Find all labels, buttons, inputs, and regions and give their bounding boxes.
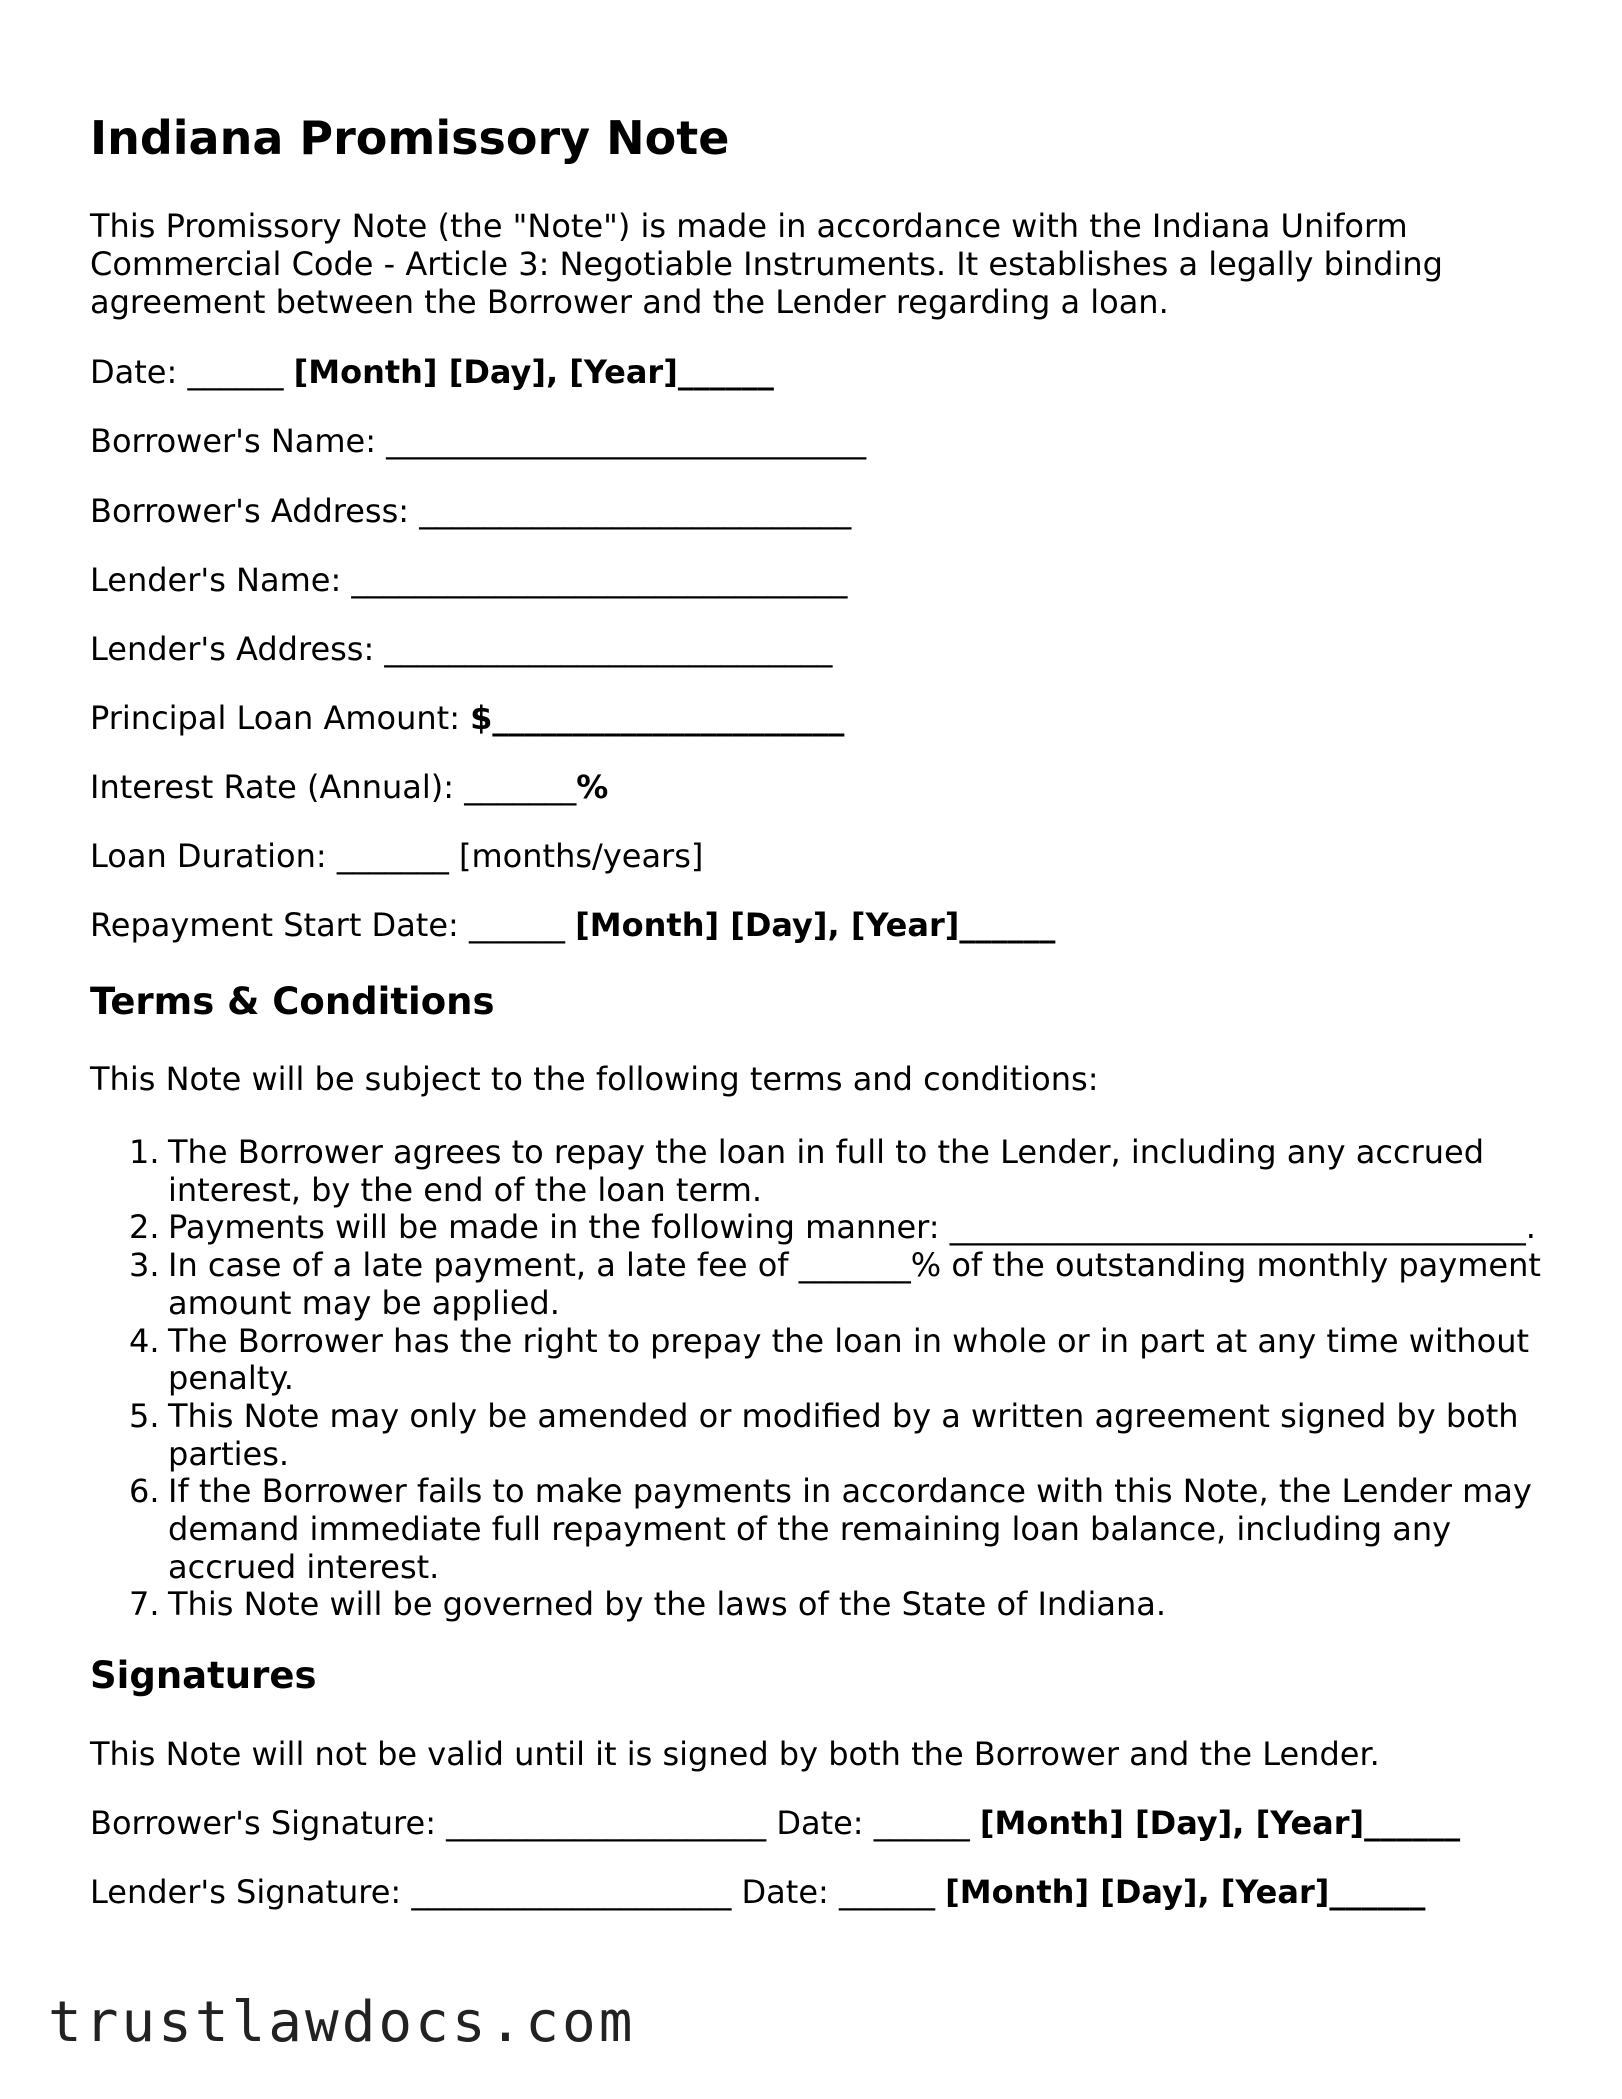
lender-name-field — [90, 560, 847, 600]
interest-rate-field — [90, 767, 608, 807]
repayment-start-label: Repayment Start Date: ______ — [90, 906, 576, 944]
borrower-signature-date-value: [Month] [Day], [Year]______ — [979, 1804, 1461, 1842]
list-item — [90, 1473, 1560, 1586]
list-item-line: parties. — [168, 1434, 290, 1473]
list-item-line: demand immediate full repayment of the remaining loan balance, including any — [168, 1510, 1452, 1549]
signatures-intro: This Note will not be valid until it is signed by both the Borrower and the Lender. — [90, 1735, 1380, 1773]
list-item-line: Payments will be made in the following manner: ____________________________________. — [168, 1208, 1536, 1247]
list-item-line: In case of a late payment, a late fee of _______% of the outstanding monthly payment — [168, 1246, 1541, 1285]
list-item — [90, 1323, 1560, 1398]
interest-rate-percent: % — [576, 768, 609, 806]
repayment-start-field — [90, 905, 1055, 945]
list-item-line: The Borrower agrees to repay the loan in full to the Lender, including any accrued — [168, 1133, 1485, 1171]
intro-line: agreement between the Borrower and the Lender regarding a loan. — [90, 283, 1169, 321]
list-item-line: interest, by the end of the loan term. — [168, 1170, 763, 1209]
lender-address-field — [90, 629, 832, 669]
principal-amount-field — [90, 698, 844, 738]
borrower-address-label: Borrower's Address: ___________________________ — [90, 492, 852, 530]
watermark: trustlawdocs.com — [48, 1990, 636, 2055]
list-item-line: If the Borrower fails to make payments in accordance with this Note, the Lender may — [168, 1472, 1532, 1511]
lender-name-label: Lender's Name: _______________________________ — [90, 561, 848, 599]
list-item-number: 2. — [129, 1208, 160, 1247]
intro-line: Commercial Code - Article 3: Negotiable Instruments. It establishes a legally binding — [90, 245, 1443, 283]
list-item — [90, 1398, 1560, 1473]
borrower-signature-field — [90, 1803, 1460, 1843]
intro-line: This Promissory Note (the "Note") is made in accordance with the Indiana Uniform — [90, 207, 1408, 245]
lender-address-label: Lender's Address: ____________________________ — [90, 630, 833, 668]
list-item-line: This Note will be governed by the laws of the State of Indiana. — [168, 1585, 1167, 1624]
list-item-line: amount may be applied. — [168, 1283, 560, 1322]
list-item — [90, 1209, 1560, 1247]
list-item-line: accrued interest. — [168, 1547, 440, 1586]
loan-duration-label: Loan Duration: _______ [months/years] — [90, 837, 704, 875]
repayment-start-value: [Month] [Day], [Year]______ — [575, 906, 1056, 944]
list-item — [90, 1586, 1560, 1624]
terms-heading: Terms & Conditions — [90, 980, 495, 1023]
borrower-address-field — [90, 491, 851, 531]
list-item-line: This Note may only be amended or modified by a written agreement signed by both — [168, 1396, 1519, 1435]
interest-rate-label: Interest Rate (Annual): _______ — [90, 768, 577, 806]
list-item-line: penalty. — [168, 1359, 294, 1398]
list-item-number: 3. — [129, 1246, 160, 1285]
date-field — [90, 352, 774, 392]
date-label: Date: ______ — [90, 353, 294, 391]
list-item — [90, 1247, 1560, 1322]
terms-list — [90, 1134, 1560, 1624]
list-item-number: 1. — [129, 1133, 160, 1171]
principal-amount-label: Principal Loan Amount: — [90, 699, 471, 737]
principal-amount-value: $______________________ — [470, 699, 845, 737]
signatures-heading: Signatures — [90, 1654, 317, 1697]
borrower-name-label: Borrower's Name: ______________________________ — [90, 422, 867, 460]
list-item-line: The Borrower has the right to prepay the loan in whole or in part at any time without — [168, 1321, 1530, 1360]
list-item-number: 5. — [129, 1396, 160, 1435]
date-value: [Month] [Day], [Year]______ — [293, 353, 774, 391]
lender-signature-date-value: [Month] [Day], [Year]______ — [945, 1873, 1426, 1911]
list-item-number: 6. — [129, 1472, 160, 1511]
intro-paragraph — [90, 207, 1560, 321]
borrower-signature-label: Borrower's Signature: ____________________ Date: ______ — [90, 1804, 980, 1842]
list-item — [90, 1134, 1560, 1209]
lender-signature-field — [90, 1872, 1425, 1912]
list-item-number: 7. — [129, 1585, 160, 1624]
terms-intro: This Note will be subject to the following terms and conditions: — [90, 1060, 1099, 1098]
borrower-name-field — [90, 421, 866, 461]
document-title: Indiana Promissory Note — [90, 111, 730, 165]
list-item-number: 4. — [129, 1321, 160, 1360]
loan-duration-field — [90, 836, 703, 876]
lender-signature-label: Lender's Signature: ____________________ Date: ______ — [90, 1873, 946, 1911]
